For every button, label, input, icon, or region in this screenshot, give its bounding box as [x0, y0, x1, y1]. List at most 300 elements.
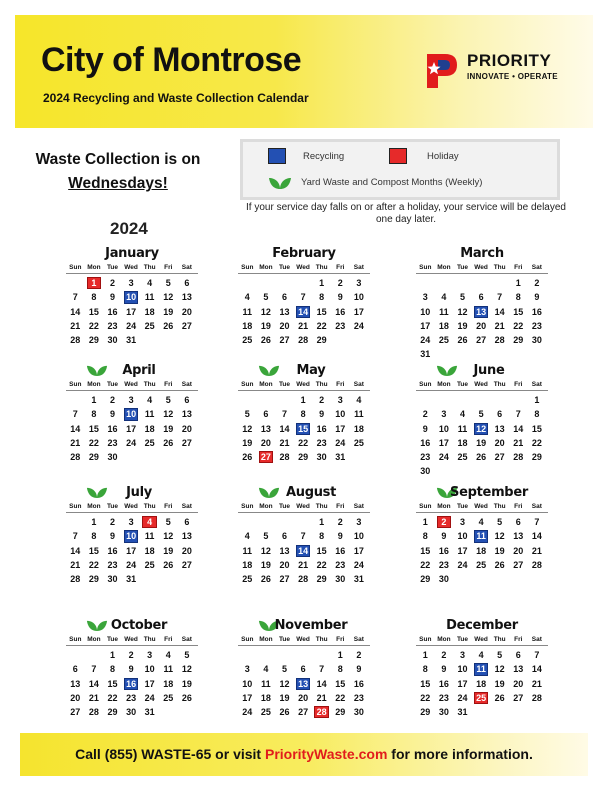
day-cell: 8 [319, 292, 325, 303]
priority-star-flag-logo-icon [425, 50, 459, 90]
day-cell: 23 [107, 437, 118, 448]
day-cell: 28 [531, 559, 542, 570]
day-cell: 25 [260, 707, 271, 718]
day-cell: 17 [353, 306, 364, 317]
day-cell: 8 [91, 292, 97, 303]
empty-cell [238, 648, 257, 662]
day-cell: 10 [144, 664, 155, 675]
company-logo [425, 47, 575, 99]
weekday-label: Sat [181, 264, 192, 271]
weekday-label: Tue [106, 264, 119, 271]
day-cell: 20 [181, 545, 192, 556]
day-cell: 26 [163, 437, 174, 448]
weekday-label: Fri [336, 503, 345, 510]
day-cell: 16 [335, 306, 346, 317]
day-cell: 2 [534, 278, 540, 288]
day-cell: 22 [316, 320, 327, 331]
day-cell: 30 [335, 574, 346, 585]
month-name: January [105, 246, 159, 261]
weekday-label: Sat [353, 381, 364, 388]
day-grid [238, 515, 370, 586]
day-cell: 18 [242, 320, 253, 331]
day-cell: 22 [513, 320, 524, 331]
day-cell: 30 [438, 574, 449, 585]
day-cell: 5 [263, 531, 269, 542]
empty-cell [66, 276, 85, 290]
weekday-label: Thu [143, 636, 156, 643]
day-cell: 6 [478, 292, 484, 303]
day-cell: 16 [531, 306, 542, 317]
weekday-label: Wed [296, 503, 310, 510]
month-name: November [274, 618, 348, 633]
day-cell: 17 [457, 545, 468, 556]
empty-cell [257, 393, 276, 407]
day-cell: 27 [298, 707, 309, 718]
day-cell: 11 [144, 409, 155, 420]
website-link[interactable]: PriorityWaste.com [264, 746, 388, 762]
weekday-label: Tue [456, 636, 469, 643]
weekday-label: Tue [106, 636, 119, 643]
day-cell: 25 [144, 437, 155, 448]
day-grid [238, 276, 370, 347]
recycling-day-cell: 14 [294, 544, 313, 558]
day-cell: 18 [457, 437, 468, 448]
day-cell: 22 [531, 437, 542, 448]
collection-day-line1: Waste Collection is on [35, 151, 201, 168]
day-cell: 21 [531, 545, 542, 556]
empty-cell [435, 393, 454, 407]
day-cell: 5 [497, 650, 503, 660]
day-cell: 12 [279, 678, 290, 689]
weekday-label: Sat [181, 381, 192, 388]
day-cell: 31 [126, 335, 137, 346]
day-cell: 11 [457, 423, 468, 434]
day-cell: 10 [353, 531, 364, 542]
day-cell: 17 [126, 423, 137, 434]
weekday-label: Thu [493, 264, 506, 271]
day-cell: 13 [260, 423, 271, 434]
day-cell: 20 [279, 559, 290, 570]
day-cell: 5 [184, 650, 190, 660]
day-cell: 21 [494, 320, 505, 331]
day-cell: 28 [298, 335, 309, 346]
day-cell: 2 [337, 278, 343, 288]
day-cell: 9 [356, 664, 362, 675]
empty-cell [294, 648, 313, 662]
day-cell: 26 [476, 452, 487, 463]
weekday-label: Sat [531, 503, 542, 510]
day-cell: 26 [279, 707, 290, 718]
day-cell: 14 [531, 531, 542, 542]
day-cell: 13 [181, 292, 192, 303]
day-cell: 27 [513, 692, 524, 703]
day-cell: 8 [91, 531, 97, 542]
weekday-label: Sun [241, 503, 254, 510]
day-cell: 21 [298, 559, 309, 570]
weekday-label: Fri [164, 636, 173, 643]
empty-cell [275, 276, 294, 290]
recycling-square-icon [268, 148, 286, 164]
day-cell: 16 [353, 678, 364, 689]
day-cell: 10 [335, 409, 346, 420]
weekday-label: Thu [493, 503, 506, 510]
day-cell: 11 [242, 545, 253, 556]
day-cell: 22 [88, 320, 99, 331]
day-cell: 25 [144, 320, 155, 331]
day-cell: 23 [420, 452, 431, 463]
day-cell: 6 [515, 650, 521, 660]
day-cell: 20 [476, 320, 487, 331]
day-cell: 11 [163, 664, 174, 675]
day-cell: 30 [107, 335, 118, 346]
day-cell: 5 [165, 395, 171, 405]
month-may [238, 362, 370, 464]
day-cell: 20 [298, 692, 309, 703]
day-cell: 16 [438, 545, 449, 556]
page-title: City of Montrose [41, 41, 302, 79]
weekday-label: Tue [456, 264, 469, 271]
day-cell: 3 [244, 664, 250, 675]
day-cell: 21 [88, 692, 99, 703]
day-cell: 7 [534, 650, 540, 660]
day-cell: 12 [181, 664, 192, 675]
day-cell: 1 [337, 650, 343, 660]
day-cell: 23 [316, 437, 327, 448]
day-cell: 13 [279, 545, 290, 556]
day-cell: 8 [91, 409, 97, 420]
day-cell: 29 [298, 452, 309, 463]
day-cell: 23 [126, 692, 137, 703]
weekday-label: Wed [124, 503, 138, 510]
recycling-day-cell: 11 [472, 662, 491, 676]
day-cell: 24 [457, 559, 468, 570]
weekday-label: Sat [531, 264, 542, 271]
day-cell: 21 [279, 437, 290, 448]
day-cell: 13 [181, 531, 192, 542]
weekday-label: Wed [474, 264, 488, 271]
day-cell: 4 [356, 395, 362, 405]
day-cell: 18 [144, 306, 155, 317]
day-cell: 12 [242, 423, 253, 434]
day-cell: 15 [107, 678, 118, 689]
day-cell: 21 [316, 692, 327, 703]
day-cell: 13 [70, 678, 81, 689]
day-cell: 28 [279, 452, 290, 463]
day-cell: 16 [438, 678, 449, 689]
day-cell: 7 [91, 664, 97, 675]
day-cell: 12 [163, 409, 174, 420]
day-cell: 16 [420, 437, 431, 448]
day-cell: 6 [497, 409, 503, 420]
day-cell: 5 [244, 409, 250, 420]
day-cell: 26 [457, 335, 468, 346]
day-cell: 24 [242, 707, 253, 718]
day-grid [66, 648, 198, 719]
day-cell: 6 [263, 409, 269, 420]
day-cell: 7 [515, 409, 521, 420]
day-cell: 7 [72, 409, 78, 420]
day-cell: 26 [181, 692, 192, 703]
weekday-label: Tue [278, 503, 291, 510]
weekday-label: Tue [106, 381, 119, 388]
day-cell: 7 [72, 531, 78, 542]
day-cell: 18 [144, 545, 155, 556]
day-cell: 9 [337, 292, 343, 303]
day-cell: 3 [128, 517, 134, 527]
day-cell: 4 [165, 650, 171, 660]
day-grid [66, 515, 198, 586]
day-cell: 3 [459, 517, 465, 527]
empty-cell [66, 648, 85, 662]
day-cell: 15 [88, 306, 99, 317]
day-cell: 22 [88, 437, 99, 448]
day-cell: 22 [420, 692, 431, 703]
day-cell: 28 [70, 452, 81, 463]
weekday-label: Mon [259, 503, 273, 510]
day-cell: 1 [91, 517, 97, 527]
day-cell: 30 [107, 574, 118, 585]
day-cell: 23 [335, 320, 346, 331]
holiday-day-cell: 1 [85, 276, 104, 290]
day-cell: 28 [494, 335, 505, 346]
day-cell: 8 [422, 664, 428, 675]
day-cell: 3 [128, 395, 134, 405]
day-cell: 8 [534, 409, 540, 420]
footer-prefix: Call (855) WASTE-65 or visit [75, 746, 265, 762]
recycling-day-cell: 10 [122, 529, 141, 543]
weekday-label: Fri [336, 264, 345, 271]
day-grid [416, 393, 548, 479]
weekday-label: Sat [353, 503, 364, 510]
day-cell: 3 [422, 292, 428, 303]
day-cell: 20 [494, 437, 505, 448]
weekday-label: Mon [437, 381, 451, 388]
day-cell: 13 [181, 409, 192, 420]
day-cell: 16 [316, 423, 327, 434]
day-cell: 29 [88, 452, 99, 463]
weekday-label: Thu [315, 381, 328, 388]
day-cell: 9 [441, 664, 447, 675]
day-cell: 29 [107, 707, 118, 718]
day-cell: 8 [300, 409, 306, 420]
day-cell: 26 [242, 452, 253, 463]
day-cell: 11 [144, 292, 155, 303]
day-cell: 17 [144, 678, 155, 689]
legend-recycling-label: Recycling [303, 151, 345, 162]
day-cell: 3 [337, 395, 343, 405]
day-cell: 2 [441, 650, 447, 660]
day-cell: 27 [513, 559, 524, 570]
empty-cell [416, 393, 435, 407]
empty-cell [490, 393, 509, 407]
day-cell: 27 [70, 707, 81, 718]
month-name: March [460, 246, 504, 261]
day-cell: 6 [300, 664, 306, 675]
day-cell: 28 [531, 692, 542, 703]
day-cell: 25 [476, 559, 487, 570]
recycling-day-cell: 16 [122, 677, 141, 691]
month-header [238, 362, 370, 380]
month-name: August [285, 485, 337, 500]
day-cell: 25 [353, 437, 364, 448]
day-cell: 14 [70, 423, 81, 434]
month-header [416, 484, 548, 502]
day-cell: 7 [534, 517, 540, 527]
day-cell: 26 [494, 559, 505, 570]
month-september [416, 484, 548, 586]
weekday-label: Mon [259, 264, 273, 271]
month-name: April [122, 363, 156, 378]
empty-cell [238, 276, 257, 290]
day-cell: 3 [459, 650, 465, 660]
month-march [416, 245, 548, 362]
day-cell: 17 [353, 545, 364, 556]
day-cell: 19 [163, 545, 174, 556]
empty-cell [257, 515, 276, 529]
day-cell: 19 [494, 545, 505, 556]
day-cell: 4 [244, 531, 250, 542]
day-cell: 29 [513, 335, 524, 346]
weekday-label: Thu [143, 381, 156, 388]
weekday-label: Tue [278, 264, 291, 271]
empty-cell [238, 515, 257, 529]
day-cell: 11 [144, 531, 155, 542]
day-cell: 9 [109, 531, 115, 542]
weekday-label: Sun [69, 264, 82, 271]
day-cell: 8 [109, 664, 115, 675]
day-cell: 30 [531, 335, 542, 346]
day-cell: 9 [441, 531, 447, 542]
weekday-label: Sat [181, 503, 192, 510]
weekday-label: Sun [241, 264, 254, 271]
day-cell: 2 [109, 278, 115, 288]
month-header [416, 245, 548, 263]
day-cell: 11 [242, 306, 253, 317]
day-cell: 7 [281, 409, 287, 420]
weekday-label: Mon [87, 503, 101, 510]
day-cell: 22 [88, 559, 99, 570]
day-cell: 14 [70, 545, 81, 556]
day-cell: 19 [476, 437, 487, 448]
day-cell: 14 [70, 306, 81, 317]
recycling-day-cell: 14 [294, 305, 313, 319]
month-december [416, 617, 548, 719]
day-cell: 20 [513, 545, 524, 556]
day-cell: 2 [128, 650, 134, 660]
empty-cell [472, 276, 491, 290]
empty-cell [453, 393, 472, 407]
day-cell: 19 [163, 306, 174, 317]
weekday-label: Wed [474, 636, 488, 643]
day-cell: 20 [181, 306, 192, 317]
day-cell: 3 [356, 278, 362, 288]
day-cell: 15 [88, 423, 99, 434]
day-cell: 31 [144, 707, 155, 718]
page-subtitle: 2024 Recycling and Waste Collection Calendar [43, 91, 309, 105]
day-cell: 15 [531, 423, 542, 434]
weekday-label: Sat [353, 636, 364, 643]
day-cell: 17 [126, 545, 137, 556]
weekday-label: Sun [241, 636, 254, 643]
day-cell: 4 [263, 664, 269, 675]
day-cell: 9 [128, 664, 134, 675]
day-cell: 19 [163, 423, 174, 434]
day-cell: 14 [513, 423, 524, 434]
month-header [238, 245, 370, 263]
weekday-label: Sun [419, 264, 432, 271]
weekday-label: Fri [336, 381, 345, 388]
empty-cell [509, 393, 528, 407]
day-cell: 21 [298, 320, 309, 331]
day-cell: 9 [534, 292, 540, 303]
day-cell: 3 [441, 409, 447, 420]
weekday-header-row [416, 635, 548, 646]
month-august [238, 484, 370, 586]
day-cell: 7 [72, 292, 78, 303]
holiday-day-cell: 25 [472, 691, 491, 705]
day-cell: 13 [513, 664, 524, 675]
holiday-square-icon [389, 148, 407, 164]
empty-cell [66, 515, 85, 529]
day-cell: 31 [126, 574, 137, 585]
day-cell: 5 [263, 292, 269, 303]
day-cell: 15 [335, 678, 346, 689]
day-cell: 6 [184, 395, 190, 405]
day-cell: 5 [478, 409, 484, 420]
day-cell: 19 [260, 559, 271, 570]
day-cell: 24 [438, 452, 449, 463]
weekday-label: Mon [87, 636, 101, 643]
day-cell: 17 [457, 678, 468, 689]
day-cell: 14 [316, 678, 327, 689]
empty-cell [275, 515, 294, 529]
recycling-day-cell: 13 [472, 305, 491, 319]
day-grid [416, 648, 548, 719]
day-cell: 29 [316, 335, 327, 346]
day-cell: 1 [422, 517, 428, 527]
day-cell: 2 [337, 517, 343, 527]
weekday-label: Wed [124, 264, 138, 271]
weekday-label: Mon [437, 264, 451, 271]
weekday-label: Fri [164, 264, 173, 271]
day-cell: 6 [281, 531, 287, 542]
day-cell: 29 [420, 707, 431, 718]
day-cell: 2 [422, 409, 428, 420]
month-header [238, 484, 370, 502]
day-cell: 18 [144, 423, 155, 434]
day-cell: 26 [260, 335, 271, 346]
day-cell: 27 [181, 559, 192, 570]
day-cell: 16 [107, 306, 118, 317]
day-cell: 5 [281, 664, 287, 675]
weekday-label: Thu [143, 264, 156, 271]
day-cell: 28 [70, 335, 81, 346]
weekday-label: Wed [296, 264, 310, 271]
day-cell: 14 [88, 678, 99, 689]
day-cell: 23 [531, 320, 542, 331]
day-cell: 13 [279, 306, 290, 317]
weekday-label: Fri [164, 503, 173, 510]
day-cell: 2 [109, 517, 115, 527]
day-cell: 24 [126, 320, 137, 331]
day-cell: 3 [356, 517, 362, 527]
day-cell: 17 [420, 320, 431, 331]
month-name: May [296, 363, 326, 378]
day-grid [238, 393, 370, 464]
day-cell: 15 [88, 545, 99, 556]
day-cell: 20 [513, 678, 524, 689]
day-cell: 24 [126, 559, 137, 570]
